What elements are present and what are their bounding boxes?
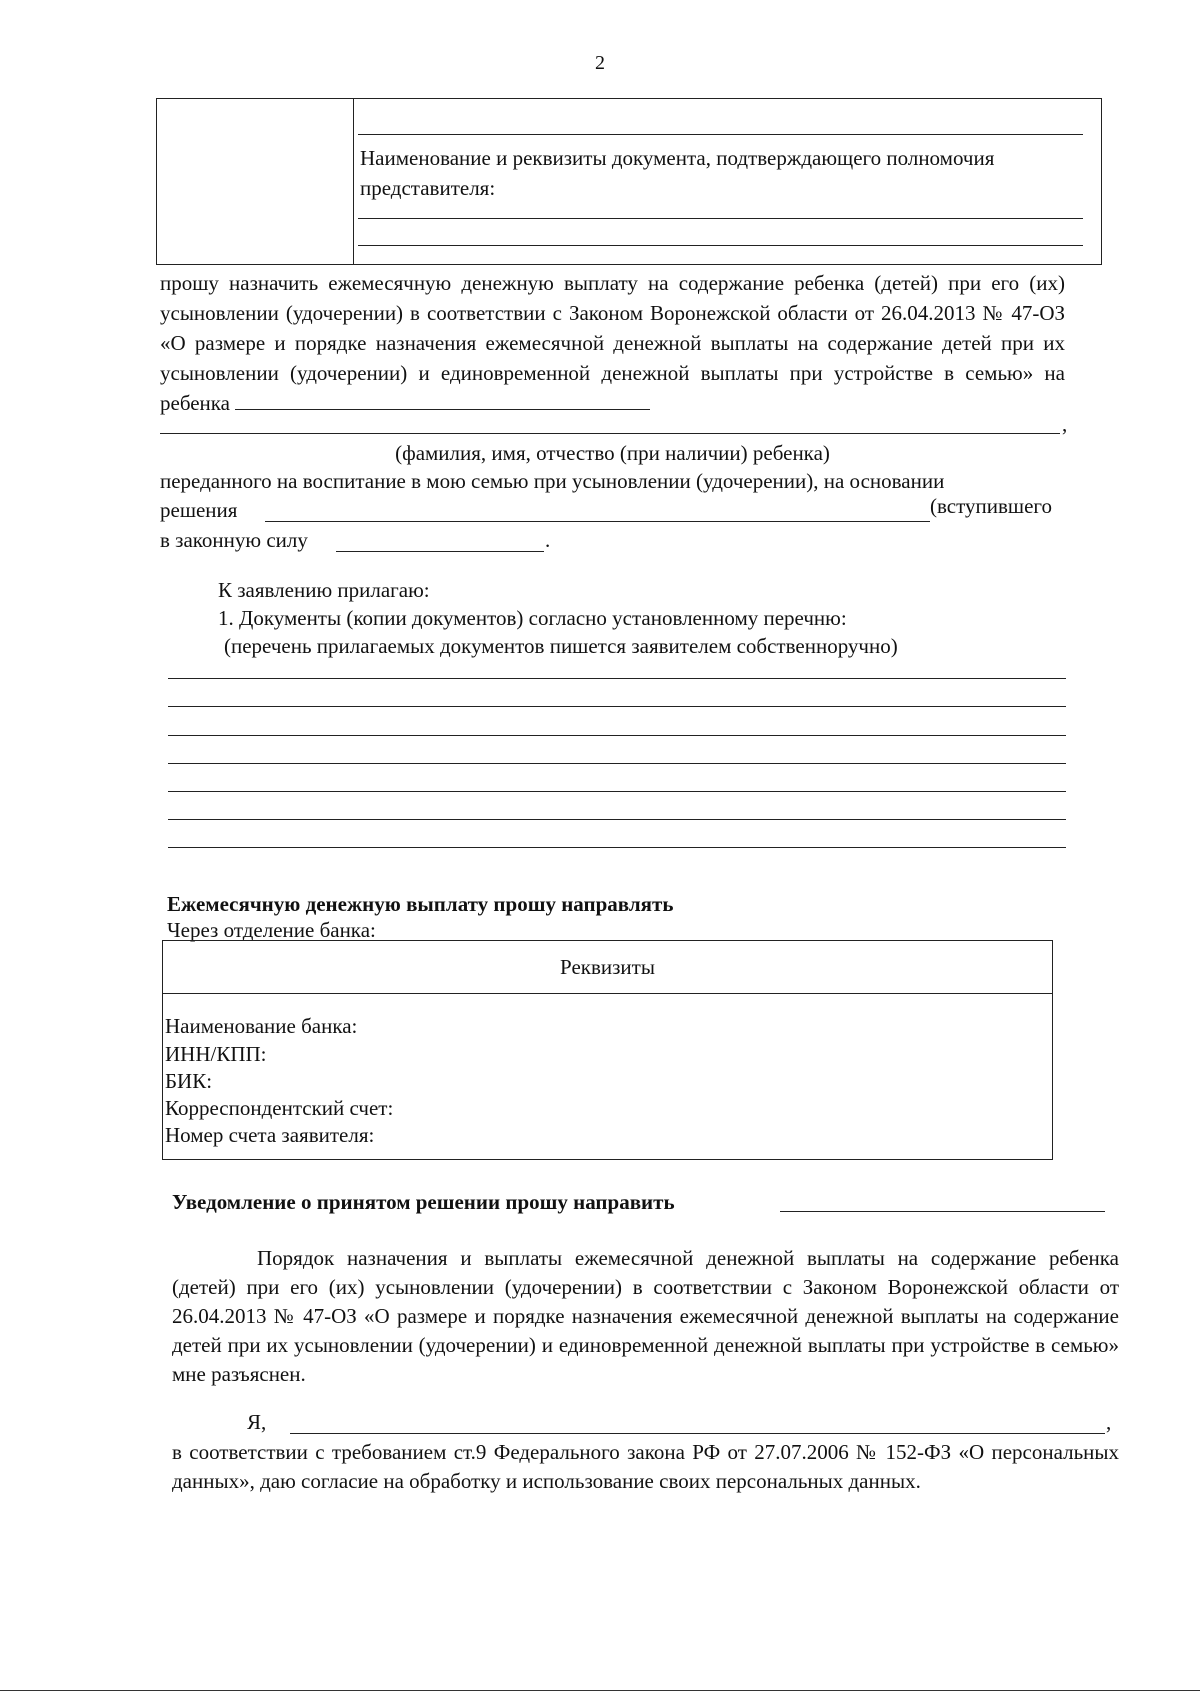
legal-force-label: в законную силу — [160, 528, 308, 552]
attachments-item-1: 1. Документы (копии документов) согласно установленному перечню: — [218, 606, 847, 630]
request-paragraph — [160, 268, 1065, 418]
attachments-note: (перечень прилагаемых документов пишется заявителем собственноручно) — [224, 634, 898, 658]
notification-field[interactable] — [780, 1211, 1105, 1212]
inn-kpp-field[interactable]: ИНН/КПП: — [165, 1042, 267, 1066]
representative-document-line-1[interactable] — [358, 218, 1083, 219]
procedure-paragraph: Порядок назначения и выплаты ежемесячной денежной выплаты на содержание ребенка (детей) при его (их) усыновлении (удочерении) в соответствии с Законом Воронежской области от 26.04.2013 № 47-ОЗ «О размере и порядке назначения ежемесячной денежной выплаты на содержание детей при их усыновлении (удочерении) и единовременной денежной выплаты при устройстве в семью» мне разъяснен. — [172, 1246, 1119, 1386]
consent-comma: , — [1106, 1410, 1112, 1434]
consent-name-field[interactable] — [290, 1433, 1105, 1434]
child-name-comma: , — [1062, 412, 1068, 436]
attachment-line[interactable] — [168, 706, 1066, 707]
representative-empty-cell — [157, 99, 354, 264]
bank-details-table — [162, 940, 1053, 1160]
transferred-text: переданного на воспитание в мою семью при усыновлении (удочерении), на основании — [160, 469, 945, 493]
page-bottom-rule — [0, 1690, 1200, 1691]
applicant-account-field[interactable]: Номер счета заявителя: — [165, 1123, 375, 1147]
decision-field[interactable] — [265, 521, 930, 522]
decision-label: решения — [160, 498, 238, 522]
notification-label: Уведомление о принятом решении прошу направить — [172, 1190, 675, 1214]
attachment-line[interactable] — [168, 791, 1066, 792]
bik-field[interactable]: БИК: — [165, 1069, 213, 1093]
representative-document-label: Наименование и реквизиты документа, подтверждающего полномочия представителя: — [360, 146, 995, 200]
attachment-line[interactable] — [168, 847, 1066, 848]
consent-paragraph: в соответствии с требованием ст.9 Федерального закона РФ от 27.07.2006 № 152-ФЗ «О персональных данных», даю согласие на обработку и использование своих персональных данных. — [172, 1440, 1119, 1493]
attachment-line[interactable] — [168, 735, 1066, 736]
consent-prefix: Я, — [247, 1410, 267, 1434]
child-name-field[interactable] — [235, 391, 650, 410]
attachment-line[interactable] — [168, 819, 1066, 820]
child-name-field-line-2[interactable] — [160, 433, 1060, 434]
bank-details-header: Реквизиты — [163, 941, 1052, 994]
attachments-intro: К заявлению прилагаю: — [218, 578, 430, 602]
attachment-line[interactable] — [168, 678, 1066, 679]
correspondent-account-field[interactable]: Корреспондентский счет: — [165, 1096, 394, 1120]
payment-via-bank: Через отделение банка: — [167, 918, 376, 942]
request-text: прошу назначить ежемесячную денежную выплату на содержание ребенка (детей) при его (их) усыновлении (удочерении) в соответствии с Законом Воронежской области от 26.04.2013 № 47-ОЗ «О размере и порядке назначения ежемесячной денежной выплаты на содержание детей при их усыновлении (удочерении) и единовременной денежной выплаты при устройстве в семью» на ребенка — [160, 271, 1065, 415]
child-name-caption: (фамилия, имя, отчество (при наличии) ребенка) — [395, 441, 830, 465]
entered-force-label: (вступившего — [930, 494, 1052, 518]
page-number: 2 — [595, 52, 605, 74]
legal-force-period: . — [545, 528, 551, 552]
bank-name-field[interactable]: Наименование банка: — [165, 1014, 358, 1038]
representative-top-line[interactable] — [358, 134, 1083, 135]
legal-force-date-field[interactable] — [336, 551, 544, 552]
payment-heading: Ежемесячную денежную выплату прошу направлять — [167, 892, 674, 916]
representative-document-line-2[interactable] — [358, 245, 1083, 246]
attachment-line[interactable] — [168, 763, 1066, 764]
